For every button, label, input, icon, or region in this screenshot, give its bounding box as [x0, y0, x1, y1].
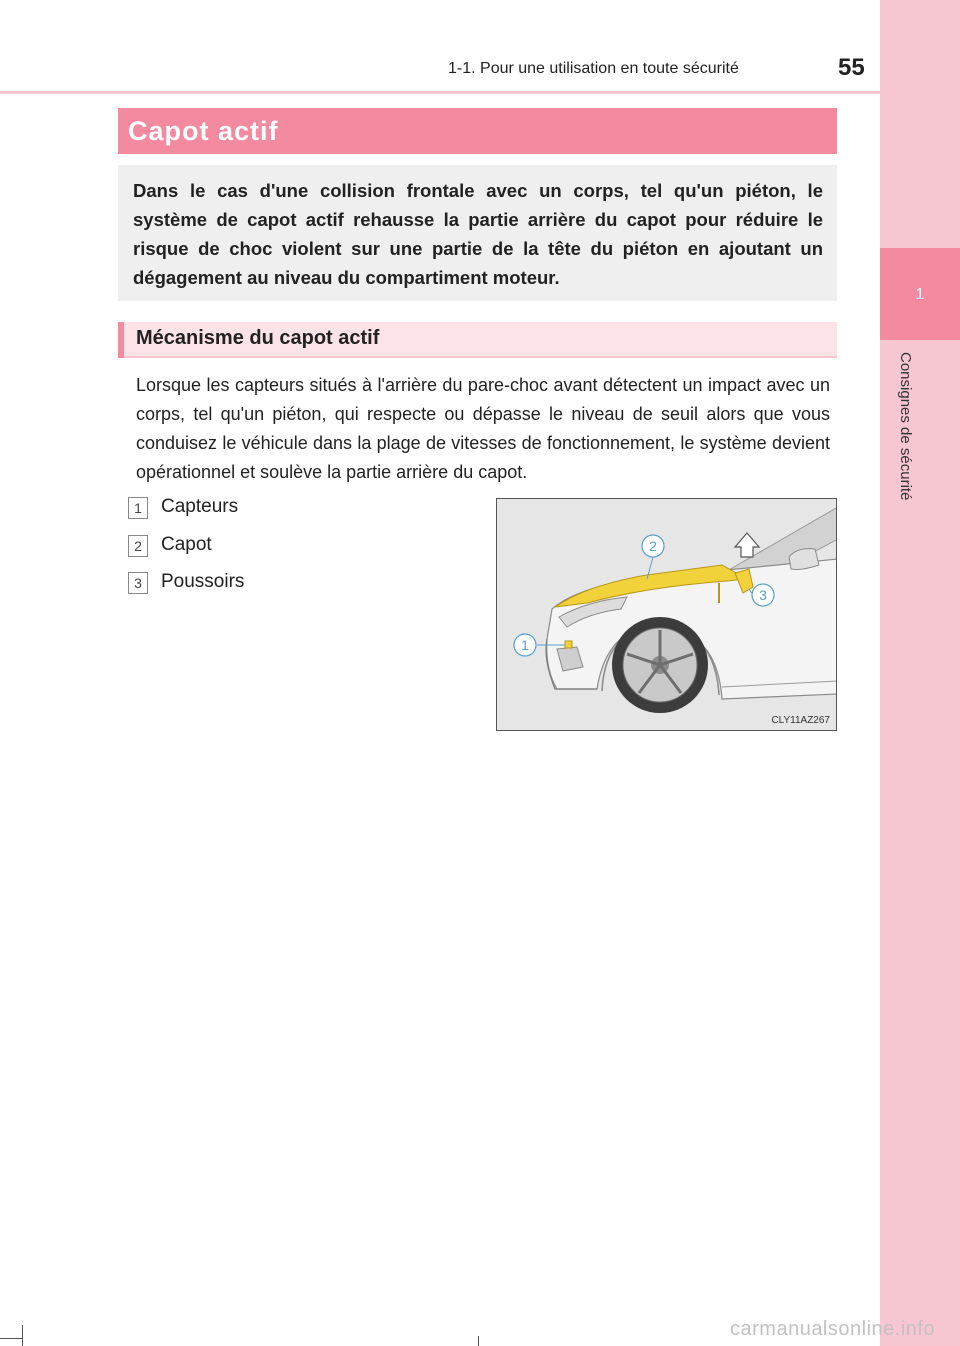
header-section-title: 1-1. Pour une utilisation en toute sécurité — [448, 60, 739, 77]
chapter-number: 1 — [915, 286, 925, 303]
subsection-title: Mécanisme du capot actif — [136, 327, 380, 349]
figure-code: CLY11AZ267 — [771, 715, 830, 726]
subsection-body: Lorsque les capteurs situés à l'arrière du pare-choc avant détectent un impact avec un corps, tel qu'un piéton, qui respecte ou dépasse le niveau de seuil alors que vous conduisez le véhicule dans la plage de vitesses de fonctionnement, le système devient opérationnel et soulève la partie arrière du capot. — [136, 375, 830, 482]
crop-mark-left-h — [0, 1338, 22, 1339]
crop-mark-center — [478, 1336, 479, 1346]
svg-text:1: 1 — [521, 637, 529, 653]
subsection-heading-bar — [118, 322, 124, 358]
chapter-side-tab — [880, 0, 960, 1346]
callout-2 — [642, 535, 664, 557]
active-hood-illustration — [496, 498, 837, 731]
watermark: carmanualsonline.info — [730, 1318, 936, 1340]
intro-box — [118, 165, 837, 301]
chapter-label: Consignes de sécurité — [897, 352, 914, 501]
chapter-number-tab — [880, 248, 960, 340]
svg-text:2: 2 — [649, 538, 657, 554]
legend-number-1: 1 — [128, 497, 148, 519]
page-title-bar — [118, 108, 837, 154]
callout-1 — [514, 634, 536, 656]
chapter-label-container — [897, 352, 927, 552]
header-divider — [0, 91, 880, 94]
intro-text: Dans le cas d'une collision frontale avec un corps, tel qu'un piéton, le système de capot actif rehausse la partie arrière du capot pour réduire le risque de choc violent sur une partie de la tête du piéton en ajoutant un dégagement au niveau du compartiment moteur. — [133, 180, 823, 288]
legend-number-3: 3 — [128, 572, 148, 594]
page-number: 55 — [838, 54, 865, 81]
legend-number-2: 2 — [128, 535, 148, 557]
svg-text:3: 3 — [759, 587, 767, 603]
callout-3 — [752, 584, 774, 606]
legend-label-1: Capteurs — [161, 496, 239, 517]
page-title: Capot actif — [128, 116, 279, 146]
legend-label-2: Capot — [161, 534, 212, 555]
car-front-drawing — [497, 499, 837, 731]
crop-mark-left-v — [22, 1325, 23, 1346]
legend-label-3: Poussoirs — [161, 571, 245, 592]
subsection-heading — [118, 322, 837, 358]
